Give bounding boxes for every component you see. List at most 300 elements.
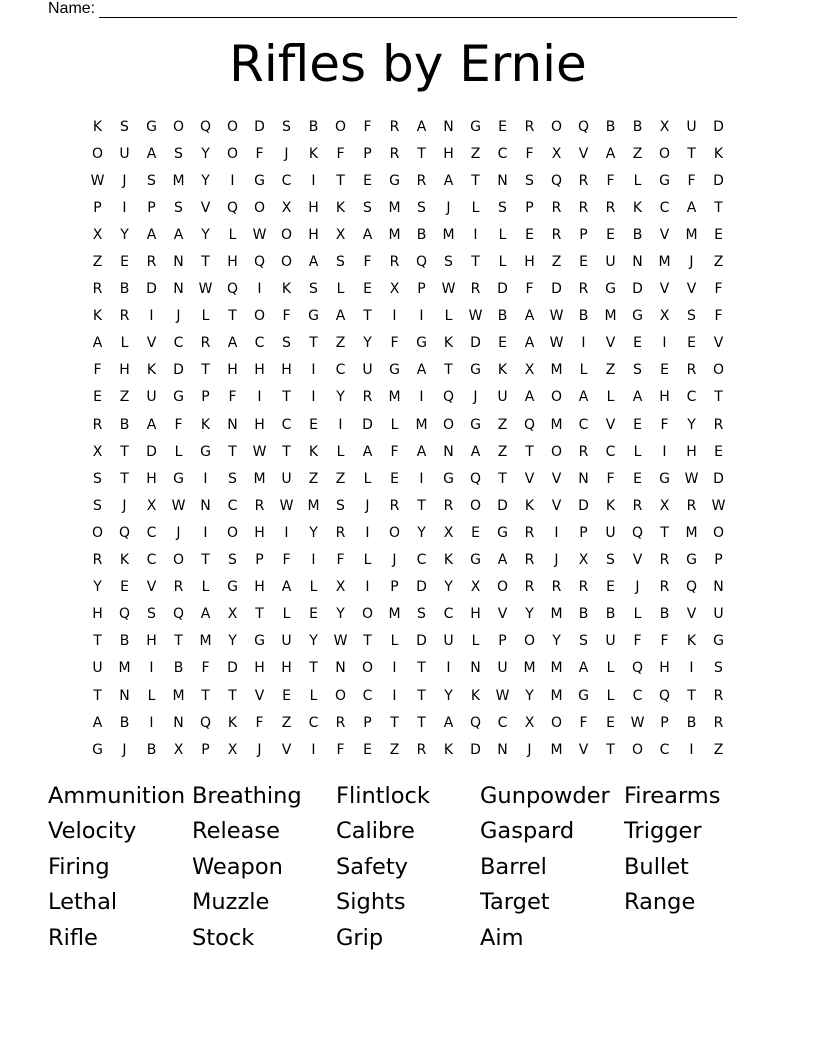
grid-letter[interactable]: O [226,145,239,162]
grid-letter[interactable]: T [282,389,291,406]
grid-letter[interactable]: O [550,714,563,731]
grid-letter[interactable]: J [284,145,289,162]
grid-letter[interactable]: C [281,172,292,189]
grid-letter[interactable]: X [443,524,454,541]
grid-letter[interactable]: H [254,362,265,379]
grid-letter[interactable]: Q [523,416,536,433]
grid-letter[interactable]: B [497,308,508,325]
grid-letter[interactable]: U [362,362,373,379]
grid-letter[interactable]: N [497,741,508,758]
grid-letter[interactable]: C [416,552,427,569]
grid-letter[interactable]: J [122,741,127,758]
grid-letter[interactable]: E [525,226,534,243]
grid-letter[interactable]: K [497,362,508,379]
grid-letter[interactable]: E [714,226,723,243]
grid-letter[interactable]: H [92,606,103,623]
grid-letter[interactable]: L [336,443,345,460]
grid-letter[interactable]: Q [118,606,131,623]
grid-letter[interactable]: S [93,470,102,487]
grid-letter[interactable]: M [523,660,536,677]
grid-letter[interactable]: P [579,226,588,243]
grid-letter[interactable]: R [146,254,157,271]
grid-letter[interactable]: M [253,470,266,487]
grid-letter[interactable]: R [92,416,103,433]
grid-letter[interactable]: H [524,254,535,271]
grid-letter[interactable]: K [92,308,103,325]
grid-letter[interactable]: D [713,118,724,135]
grid-letter[interactable]: Y [120,226,129,243]
grid-letter[interactable]: K [119,552,130,569]
grid-letter[interactable]: U [713,606,724,623]
grid-letter[interactable]: C [443,606,454,623]
grid-letter[interactable]: P [255,552,264,569]
grid-letter[interactable]: G [416,335,427,352]
grid-letter[interactable]: H [686,443,697,460]
grid-letter[interactable]: R [578,443,589,460]
grid-letter[interactable]: V [605,416,616,433]
grid-letter[interactable]: G [686,552,697,569]
grid-letter[interactable]: R [686,362,697,379]
grid-letter[interactable]: E [120,254,129,271]
grid-letter[interactable]: R [200,335,211,352]
grid-letter[interactable]: P [93,199,102,216]
grid-letter[interactable]: I [203,524,208,541]
grid-letter[interactable]: W [549,308,564,325]
grid-letter[interactable]: B [659,606,670,623]
grid-letter[interactable]: P [660,714,669,731]
grid-letter[interactable]: F [363,118,372,135]
grid-letter[interactable]: C [254,335,265,352]
grid-letter[interactable]: S [417,199,426,216]
grid-letter[interactable]: F [525,145,534,162]
grid-letter[interactable]: D [146,443,157,460]
grid-letter[interactable]: K [281,281,292,298]
grid-letter[interactable]: O [172,118,185,135]
grid-letter[interactable]: Q [226,199,239,216]
grid-letter[interactable]: N [200,497,211,514]
grid-letter[interactable]: A [335,308,346,325]
grid-letter[interactable]: O [712,362,725,379]
grid-letter[interactable]: B [632,226,643,243]
grid-letter[interactable]: A [281,579,292,596]
grid-letter[interactable]: F [525,281,534,298]
grid-letter[interactable]: G [632,308,643,325]
grid-letter[interactable]: E [363,741,372,758]
grid-letter[interactable]: B [119,281,130,298]
grid-letter[interactable]: T [228,687,237,704]
grid-letter[interactable]: Y [228,633,237,650]
grid-letter[interactable]: J [473,389,478,406]
grid-letter[interactable]: C [686,389,697,406]
grid-letter[interactable]: R [713,687,724,704]
grid-letter[interactable]: Y [525,606,534,623]
grid-letter[interactable]: L [498,254,507,271]
grid-letter[interactable]: C [281,416,292,433]
grid-letter[interactable]: Z [470,145,481,162]
grid-letter[interactable]: I [662,335,667,352]
grid-letter[interactable]: N [173,254,184,271]
grid-letter[interactable]: P [363,714,372,731]
grid-letter[interactable]: E [606,714,615,731]
grid-letter[interactable]: P [363,145,372,162]
grid-letter[interactable]: I [203,470,208,487]
grid-letter[interactable]: L [201,308,210,325]
grid-letter[interactable]: H [119,362,130,379]
grid-letter[interactable]: H [254,660,265,677]
grid-letter[interactable]: E [309,606,318,623]
grid-letter[interactable]: M [550,362,563,379]
grid-letter[interactable]: S [444,254,453,271]
grid-letter[interactable]: R [578,172,589,189]
grid-letter[interactable]: F [201,660,210,677]
grid-letter[interactable]: H [254,524,265,541]
grid-letter[interactable]: J [365,497,370,514]
grid-letter[interactable]: S [282,335,291,352]
grid-letter[interactable]: I [311,389,316,406]
grid-letter[interactable]: R [578,579,589,596]
grid-letter[interactable]: L [471,199,480,216]
grid-letter[interactable]: T [471,172,480,189]
grid-letter[interactable]: O [496,579,509,596]
grid-letter[interactable]: S [174,199,183,216]
grid-letter[interactable]: F [606,470,615,487]
grid-letter[interactable]: K [200,416,211,433]
grid-letter[interactable]: B [119,416,130,433]
grid-letter[interactable]: G [146,118,157,135]
grid-letter[interactable]: G [470,118,481,135]
grid-letter[interactable]: R [335,714,346,731]
grid-letter[interactable]: E [120,579,129,596]
grid-letter[interactable]: G [254,172,265,189]
grid-letter[interactable]: V [686,606,697,623]
grid-letter[interactable]: A [362,226,373,243]
grid-letter[interactable]: T [228,308,237,325]
grid-letter[interactable]: X [173,741,184,758]
grid-letter[interactable]: B [686,714,697,731]
grid-letter[interactable]: R [173,579,184,596]
grid-letter[interactable]: D [497,497,508,514]
grid-letter[interactable]: V [605,335,616,352]
grid-letter[interactable]: X [659,118,670,135]
grid-letter[interactable]: F [687,172,696,189]
grid-letter[interactable]: L [633,443,642,460]
name-blank-line[interactable] [99,3,737,18]
grid-letter[interactable]: C [659,741,670,758]
grid-letter[interactable]: T [417,497,426,514]
grid-letter[interactable]: V [578,741,589,758]
grid-letter[interactable]: C [497,714,508,731]
grid-letter[interactable]: L [363,552,372,569]
grid-letter[interactable]: N [497,172,508,189]
grid-letter[interactable]: A [227,335,238,352]
grid-letter[interactable]: I [230,172,235,189]
grid-letter[interactable]: X [92,226,103,243]
grid-letter[interactable]: Z [713,254,724,271]
grid-letter[interactable]: S [147,606,156,623]
grid-letter[interactable]: K [524,497,535,514]
grid-letter[interactable]: K [308,145,319,162]
grid-letter[interactable]: O [334,118,347,135]
grid-letter[interactable]: C [632,687,643,704]
grid-letter[interactable]: M [550,687,563,704]
grid-letter[interactable]: A [308,254,319,271]
grid-letter[interactable]: E [390,470,399,487]
grid-letter[interactable]: I [446,660,451,677]
grid-letter[interactable]: I [392,660,397,677]
grid-letter[interactable]: O [550,389,563,406]
grid-letter[interactable]: I [554,524,559,541]
grid-letter[interactable]: Y [309,633,318,650]
grid-letter[interactable]: J [635,579,640,596]
grid-letter[interactable]: V [686,281,697,298]
grid-letter[interactable]: E [471,524,480,541]
grid-letter[interactable]: H [254,579,265,596]
grid-letter[interactable]: B [416,226,427,243]
grid-letter[interactable]: J [122,497,127,514]
grid-letter[interactable]: G [443,470,454,487]
grid-letter[interactable]: G [470,552,481,569]
grid-letter[interactable]: E [579,254,588,271]
grid-letter[interactable]: R [659,552,670,569]
grid-letter[interactable]: A [632,389,643,406]
grid-letter[interactable]: A [605,145,616,162]
grid-letter[interactable]: K [713,145,724,162]
grid-letter[interactable]: H [227,254,238,271]
grid-letter[interactable]: K [632,199,643,216]
grid-letter[interactable]: I [122,199,127,216]
grid-letter[interactable]: D [470,335,481,352]
grid-letter[interactable]: T [309,335,318,352]
grid-letter[interactable]: S [309,281,318,298]
grid-letter[interactable]: R [470,281,481,298]
grid-letter[interactable]: G [173,389,184,406]
grid-letter[interactable]: B [119,633,130,650]
grid-letter[interactable]: G [389,172,400,189]
grid-letter[interactable]: Q [199,118,212,135]
grid-letter[interactable]: H [281,362,292,379]
grid-letter[interactable]: T [714,389,723,406]
grid-letter[interactable]: O [550,118,563,135]
grid-letter[interactable]: R [335,524,346,541]
grid-letter[interactable]: A [416,443,427,460]
grid-letter[interactable]: R [389,145,400,162]
grid-letter[interactable]: P [714,552,723,569]
grid-letter[interactable]: Q [253,254,266,271]
grid-letter[interactable]: O [91,524,104,541]
grid-letter[interactable]: Q [550,172,563,189]
grid-letter[interactable]: W [549,335,564,352]
grid-letter[interactable]: O [253,199,266,216]
grid-letter[interactable]: G [713,633,724,650]
grid-letter[interactable]: Q [199,714,212,731]
grid-letter[interactable]: D [173,362,184,379]
grid-letter[interactable]: S [120,118,129,135]
grid-letter[interactable]: D [551,281,562,298]
grid-letter[interactable]: K [443,552,454,569]
grid-letter[interactable]: R [254,497,265,514]
grid-letter[interactable]: H [146,633,157,650]
grid-letter[interactable]: A [524,308,535,325]
grid-letter[interactable]: U [92,660,103,677]
grid-letter[interactable]: M [388,606,401,623]
grid-letter[interactable]: S [714,660,723,677]
grid-letter[interactable]: Z [92,254,103,271]
grid-letter[interactable]: T [714,199,723,216]
grid-letter[interactable]: X [659,308,670,325]
grid-letter[interactable]: M [388,226,401,243]
grid-letter[interactable]: I [257,281,262,298]
grid-letter[interactable]: K [227,714,238,731]
grid-letter[interactable]: G [308,308,319,325]
grid-letter[interactable]: G [497,524,508,541]
grid-letter[interactable]: R [524,579,535,596]
grid-letter[interactable]: E [633,335,642,352]
grid-letter[interactable]: T [174,633,183,650]
grid-letter[interactable]: A [362,443,373,460]
grid-letter[interactable]: O [469,497,482,514]
grid-letter[interactable]: J [446,199,451,216]
grid-letter[interactable]: F [606,172,615,189]
grid-letter[interactable]: Y [201,226,210,243]
grid-letter[interactable]: A [92,714,103,731]
grid-letter[interactable]: S [228,552,237,569]
grid-letter[interactable]: U [605,633,616,650]
grid-letter[interactable]: I [149,308,154,325]
grid-letter[interactable]: R [443,497,454,514]
grid-letter[interactable]: E [282,687,291,704]
grid-letter[interactable]: Q [658,687,671,704]
grid-letter[interactable]: R [551,226,562,243]
grid-letter[interactable]: K [605,497,616,514]
grid-letter[interactable]: V [281,741,292,758]
grid-letter[interactable]: A [686,199,697,216]
grid-letter[interactable]: L [363,470,372,487]
grid-letter[interactable]: D [713,470,724,487]
grid-letter[interactable]: Y [417,524,426,541]
grid-letter[interactable]: Z [335,335,346,352]
grid-letter[interactable]: I [365,579,370,596]
grid-letter[interactable]: V [497,606,508,623]
grid-letter[interactable]: M [415,416,428,433]
grid-letter[interactable]: W [252,443,267,460]
grid-letter[interactable]: W [441,281,456,298]
grid-letter[interactable]: K [686,633,697,650]
grid-letter[interactable]: Q [118,524,131,541]
grid-letter[interactable]: T [390,714,399,731]
grid-letter[interactable]: T [498,470,507,487]
grid-letter[interactable]: Z [497,443,508,460]
grid-letter[interactable]: R [416,172,427,189]
grid-letter[interactable]: R [578,281,589,298]
grid-letter[interactable]: Y [444,687,453,704]
grid-letter[interactable]: M [388,199,401,216]
grid-letter[interactable]: D [470,741,481,758]
grid-letter[interactable]: C [308,714,319,731]
grid-letter[interactable]: G [470,362,481,379]
grid-letter[interactable]: G [470,416,481,433]
grid-letter[interactable]: H [659,660,670,677]
grid-letter[interactable]: F [390,335,399,352]
grid-letter[interactable]: R [524,524,535,541]
grid-letter[interactable]: O [91,145,104,162]
grid-letter[interactable]: B [119,714,130,731]
grid-letter[interactable]: Q [226,281,239,298]
grid-letter[interactable]: I [149,714,154,731]
grid-letter[interactable]: K [92,118,103,135]
grid-letter[interactable]: D [416,579,427,596]
grid-letter[interactable]: M [442,226,455,243]
grid-letter[interactable]: B [632,118,643,135]
grid-letter[interactable]: Y [201,172,210,189]
grid-letter[interactable]: Y [525,687,534,704]
grid-letter[interactable]: V [146,579,157,596]
grid-letter[interactable]: T [687,687,696,704]
grid-letter[interactable]: Y [309,524,318,541]
grid-letter[interactable]: F [579,714,588,731]
grid-letter[interactable]: G [92,741,103,758]
grid-letter[interactable]: M [172,687,185,704]
grid-letter[interactable]: L [120,335,129,352]
grid-letter[interactable]: L [309,579,318,596]
grid-letter[interactable]: T [120,443,129,460]
grid-letter[interactable]: N [470,660,481,677]
grid-letter[interactable]: P [201,741,210,758]
grid-letter[interactable]: Z [335,470,346,487]
grid-letter[interactable]: K [443,741,454,758]
grid-letter[interactable]: X [551,145,562,162]
grid-letter[interactable]: O [253,308,266,325]
grid-letter[interactable]: T [120,470,129,487]
grid-letter[interactable]: T [444,362,453,379]
grid-letter[interactable]: O [172,552,185,569]
grid-letter[interactable]: T [201,254,210,271]
grid-letter[interactable]: O [658,145,671,162]
grid-letter[interactable]: R [92,552,103,569]
grid-letter[interactable]: F [336,145,345,162]
grid-letter[interactable]: C [605,443,616,460]
grid-letter[interactable]: X [227,741,238,758]
grid-letter[interactable]: J [176,524,181,541]
grid-letter[interactable]: Q [631,660,644,677]
grid-letter[interactable]: N [227,416,238,433]
grid-letter[interactable]: N [335,660,346,677]
grid-letter[interactable]: F [633,633,642,650]
grid-letter[interactable]: Q [415,254,428,271]
grid-letter[interactable]: F [255,145,264,162]
grid-letter[interactable]: H [308,226,319,243]
grid-letter[interactable]: Y [93,579,102,596]
grid-letter[interactable]: A [416,362,427,379]
grid-letter[interactable]: E [93,389,102,406]
grid-letter[interactable]: M [685,524,698,541]
grid-letter[interactable]: M [199,633,212,650]
grid-letter[interactable]: V [254,687,265,704]
grid-letter[interactable]: A [173,226,184,243]
grid-letter[interactable]: I [419,308,424,325]
grid-letter[interactable]: J [527,741,532,758]
grid-letter[interactable]: S [93,497,102,514]
grid-letter[interactable]: T [606,741,615,758]
grid-letter[interactable]: O [334,687,347,704]
grid-letter[interactable]: E [498,118,507,135]
grid-letter[interactable]: O [388,524,401,541]
grid-letter[interactable]: A [146,226,157,243]
grid-letter[interactable]: E [363,281,372,298]
grid-letter[interactable]: L [471,633,480,650]
grid-letter[interactable]: N [119,687,130,704]
grid-letter[interactable]: R [92,281,103,298]
grid-letter[interactable]: C [362,687,373,704]
